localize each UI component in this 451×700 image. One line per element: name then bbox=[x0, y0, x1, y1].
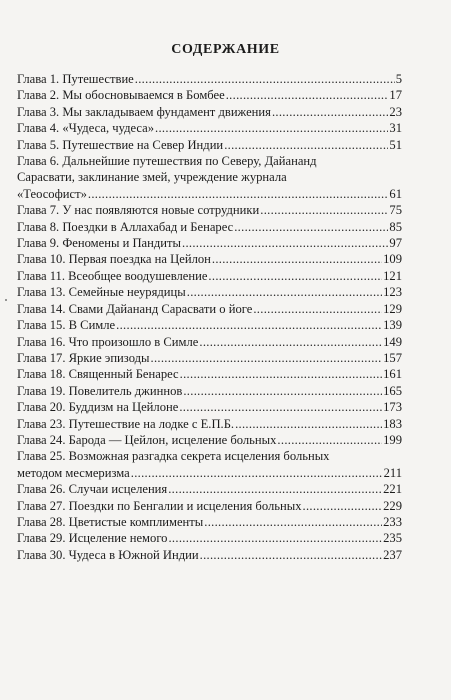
dot-leader bbox=[88, 186, 389, 202]
toc-entry-title-line: Глава 3. Мы закладываем фундамент движения bbox=[17, 104, 271, 119]
toc-entry-row bbox=[17, 71, 402, 87]
toc-entry-title-line: Глава 16. Что произошло в Симле bbox=[17, 334, 199, 349]
toc-entry-row bbox=[17, 498, 402, 514]
toc-entry-title-line: Глава 11. Всеобщее воодушевление bbox=[17, 268, 208, 283]
toc-entry-title-line: Глава 13. Семейные неурядицы bbox=[17, 285, 186, 300]
toc-entry-title-line: Глава 10. Первая поездка на Цейлон bbox=[17, 252, 211, 267]
dot-leader bbox=[277, 432, 382, 448]
toc-entry-row bbox=[17, 137, 402, 153]
dot-leader bbox=[131, 465, 383, 481]
toc-entry-row bbox=[17, 514, 402, 530]
toc-entry-title-line: Глава 7. У нас появляются новые сотрудники bbox=[17, 203, 260, 218]
toc-entry bbox=[17, 399, 402, 415]
toc-entry bbox=[17, 219, 402, 235]
toc-entry-row bbox=[17, 547, 402, 563]
toc-entry-row bbox=[17, 268, 402, 284]
toc-entry bbox=[17, 366, 402, 382]
toc-entry-title-line: Глава 8. Поездки в Аллахабад и Бенарес bbox=[17, 219, 234, 234]
toc-entry bbox=[17, 498, 402, 514]
toc-entry-title-line: Глава 9. Феномены и Пандиты bbox=[17, 236, 181, 251]
toc-page-number: 51 bbox=[389, 137, 402, 152]
toc-entry-title-line: Глава 23. Путешествие на лодке с Е.П.Б. bbox=[17, 416, 235, 431]
toc-page-number: 129 bbox=[383, 301, 402, 316]
toc-entry-title-line: Глава 30. Чудеса в Южной Индии bbox=[17, 547, 199, 562]
toc-entry-row bbox=[17, 301, 402, 317]
dot-leader bbox=[212, 251, 382, 267]
dot-leader bbox=[260, 202, 388, 218]
dot-leader bbox=[155, 120, 388, 136]
toc-page-number: 17 bbox=[389, 88, 402, 103]
toc-entry bbox=[17, 235, 402, 251]
toc-entry-row bbox=[17, 186, 402, 202]
toc-entry bbox=[17, 350, 402, 366]
toc-entry-row bbox=[17, 416, 402, 432]
toc-page-number: 233 bbox=[383, 514, 402, 529]
toc-entry-row bbox=[17, 87, 402, 103]
dot-leader bbox=[180, 366, 382, 382]
toc-page-number: 229 bbox=[383, 498, 402, 513]
toc-page-number: 31 bbox=[389, 121, 402, 136]
toc-entry bbox=[17, 71, 402, 87]
toc-entry-title-line: Глава 19. Повелитель джиннов bbox=[17, 383, 183, 398]
toc-entry-title-line: Глава 6. Дальнейшие путешествия по Северу, Дайананд bbox=[17, 154, 317, 169]
toc-entry bbox=[17, 481, 402, 497]
toc-entry bbox=[17, 87, 402, 103]
toc-page-number: 123 bbox=[383, 285, 402, 300]
toc-page-number: 157 bbox=[383, 350, 402, 365]
dot-leader bbox=[151, 350, 383, 366]
toc-entry bbox=[17, 383, 402, 399]
toc-entry bbox=[17, 530, 402, 546]
toc-page-number: 183 bbox=[383, 416, 402, 431]
toc-page-number: 61 bbox=[389, 186, 402, 201]
toc-entry-title-line: Глава 4. «Чудеса, чудеса» bbox=[17, 121, 155, 136]
toc-page-number: 85 bbox=[389, 219, 402, 234]
toc-entry-row bbox=[17, 350, 402, 366]
toc-page-number: 97 bbox=[389, 236, 402, 251]
toc-entry-title-line: Глава 20. Буддизм на Цейлоне bbox=[17, 400, 179, 415]
toc-entry-title-line: Глава 26. Случаи исцеления bbox=[17, 482, 168, 497]
toc-entry-row bbox=[17, 284, 402, 300]
page-title: СОДЕРЖАНИЕ bbox=[171, 42, 280, 57]
scan-speck bbox=[5, 299, 7, 301]
toc-entry-row bbox=[17, 399, 402, 415]
toc-entry-title-line: Глава 24. Барода — Цейлон, исцеление больных bbox=[17, 432, 277, 447]
toc-entry-title-line: Глава 5. Путешествие на Север Индии bbox=[17, 137, 224, 152]
toc-entry-title-line: Глава 29. Исцеление немого bbox=[17, 531, 168, 546]
toc-page-number: 23 bbox=[389, 104, 402, 119]
toc-entry bbox=[17, 120, 402, 136]
toc-page-number: 221 bbox=[383, 482, 402, 497]
toc-page-number: 5 bbox=[395, 72, 402, 86]
toc-entry bbox=[17, 514, 402, 530]
toc-entry bbox=[17, 202, 402, 218]
toc-entry bbox=[17, 547, 402, 563]
toc-entry-title-line: Глава 28. Цветистые комплименты bbox=[17, 514, 204, 529]
toc-entry-row bbox=[17, 481, 402, 497]
dot-leader bbox=[187, 284, 382, 300]
toc-page-number: 75 bbox=[389, 203, 402, 218]
dot-leader bbox=[204, 514, 382, 530]
toc-page-number: 121 bbox=[383, 268, 402, 283]
toc-page-number: 149 bbox=[383, 334, 402, 349]
toc-entry-title-line: Глава 27. Поездки по Бенгалии и исцеления больных bbox=[17, 498, 302, 513]
dot-leader bbox=[179, 399, 382, 415]
toc-page-number: 237 bbox=[383, 547, 402, 562]
toc-entry bbox=[17, 251, 402, 267]
toc-page-number: 235 bbox=[383, 531, 402, 546]
toc-entry bbox=[17, 334, 402, 350]
dot-leader bbox=[199, 334, 382, 350]
toc-entry-row bbox=[17, 366, 402, 382]
dot-leader bbox=[168, 530, 382, 546]
toc-entry-title-line: Сарасвати, заклинание змей, учреждение журнала bbox=[17, 170, 287, 185]
table-of-contents bbox=[17, 71, 402, 563]
toc-entry bbox=[17, 301, 402, 317]
toc-entry-title-line: Глава 18. Священный Бенарес bbox=[17, 367, 179, 382]
dot-leader bbox=[182, 235, 388, 251]
toc-entry-title-line: Глава 17. Яркие эпизоды bbox=[17, 350, 150, 365]
toc-entry bbox=[17, 284, 402, 300]
toc-entry-row bbox=[17, 235, 402, 251]
dot-leader bbox=[208, 268, 382, 284]
toc-entry-title-line: «Теософист» bbox=[17, 186, 87, 201]
toc-entry-row bbox=[17, 120, 402, 136]
toc-entry-row bbox=[17, 465, 402, 481]
toc-page-number: 161 bbox=[383, 367, 402, 382]
toc-entry-row bbox=[17, 383, 402, 399]
toc-entry bbox=[17, 432, 402, 448]
toc-entry-title-line: Глава 25. Возможная разгадка секрета исцеления больных bbox=[17, 449, 330, 464]
toc-page-number: 139 bbox=[383, 318, 402, 333]
toc-entry-title-line: Глава 2. Мы обосновываемся в Бомбее bbox=[17, 88, 225, 103]
dot-leader bbox=[303, 498, 383, 514]
toc-entry bbox=[17, 268, 402, 284]
toc-entry-row bbox=[17, 334, 402, 350]
toc-entry-row bbox=[17, 104, 402, 120]
dot-leader bbox=[253, 301, 382, 317]
dot-leader bbox=[224, 137, 388, 153]
dot-leader bbox=[183, 383, 382, 399]
toc-entry-title-line: Глава 14. Свами Дайананд Сарасвати о йоге bbox=[17, 301, 253, 316]
toc-entry-row bbox=[17, 219, 402, 235]
toc-entry bbox=[17, 448, 402, 481]
dot-leader bbox=[168, 481, 382, 497]
dot-leader bbox=[235, 416, 382, 432]
dot-leader bbox=[226, 87, 389, 103]
toc-entry-row bbox=[17, 530, 402, 546]
toc-page-number: 165 bbox=[383, 383, 402, 398]
dot-leader bbox=[200, 547, 382, 563]
dot-leader bbox=[234, 219, 388, 235]
toc-page-number: 211 bbox=[383, 465, 402, 480]
dot-leader bbox=[272, 104, 388, 120]
dot-leader bbox=[116, 317, 382, 333]
toc-page-number: 109 bbox=[383, 252, 402, 267]
toc-entry-title-line: Глава 15. В Симле bbox=[17, 318, 116, 333]
toc-page-number: 173 bbox=[383, 400, 402, 415]
toc-entry-row bbox=[17, 432, 402, 448]
toc-entry-title-line: Глава 1. Путешествие bbox=[17, 72, 134, 86]
toc-entry-title-line: методом месмеризма bbox=[17, 465, 130, 480]
toc-page-number: 199 bbox=[383, 432, 402, 447]
toc-entry bbox=[17, 137, 402, 153]
toc-entry-row bbox=[17, 317, 402, 333]
toc-entry-row bbox=[17, 202, 402, 218]
toc-entry bbox=[17, 317, 402, 333]
dot-leader bbox=[135, 71, 395, 87]
toc-entry bbox=[17, 416, 402, 432]
toc-entry bbox=[17, 104, 402, 120]
toc-entry-row bbox=[17, 251, 402, 267]
toc-entry bbox=[17, 153, 402, 202]
